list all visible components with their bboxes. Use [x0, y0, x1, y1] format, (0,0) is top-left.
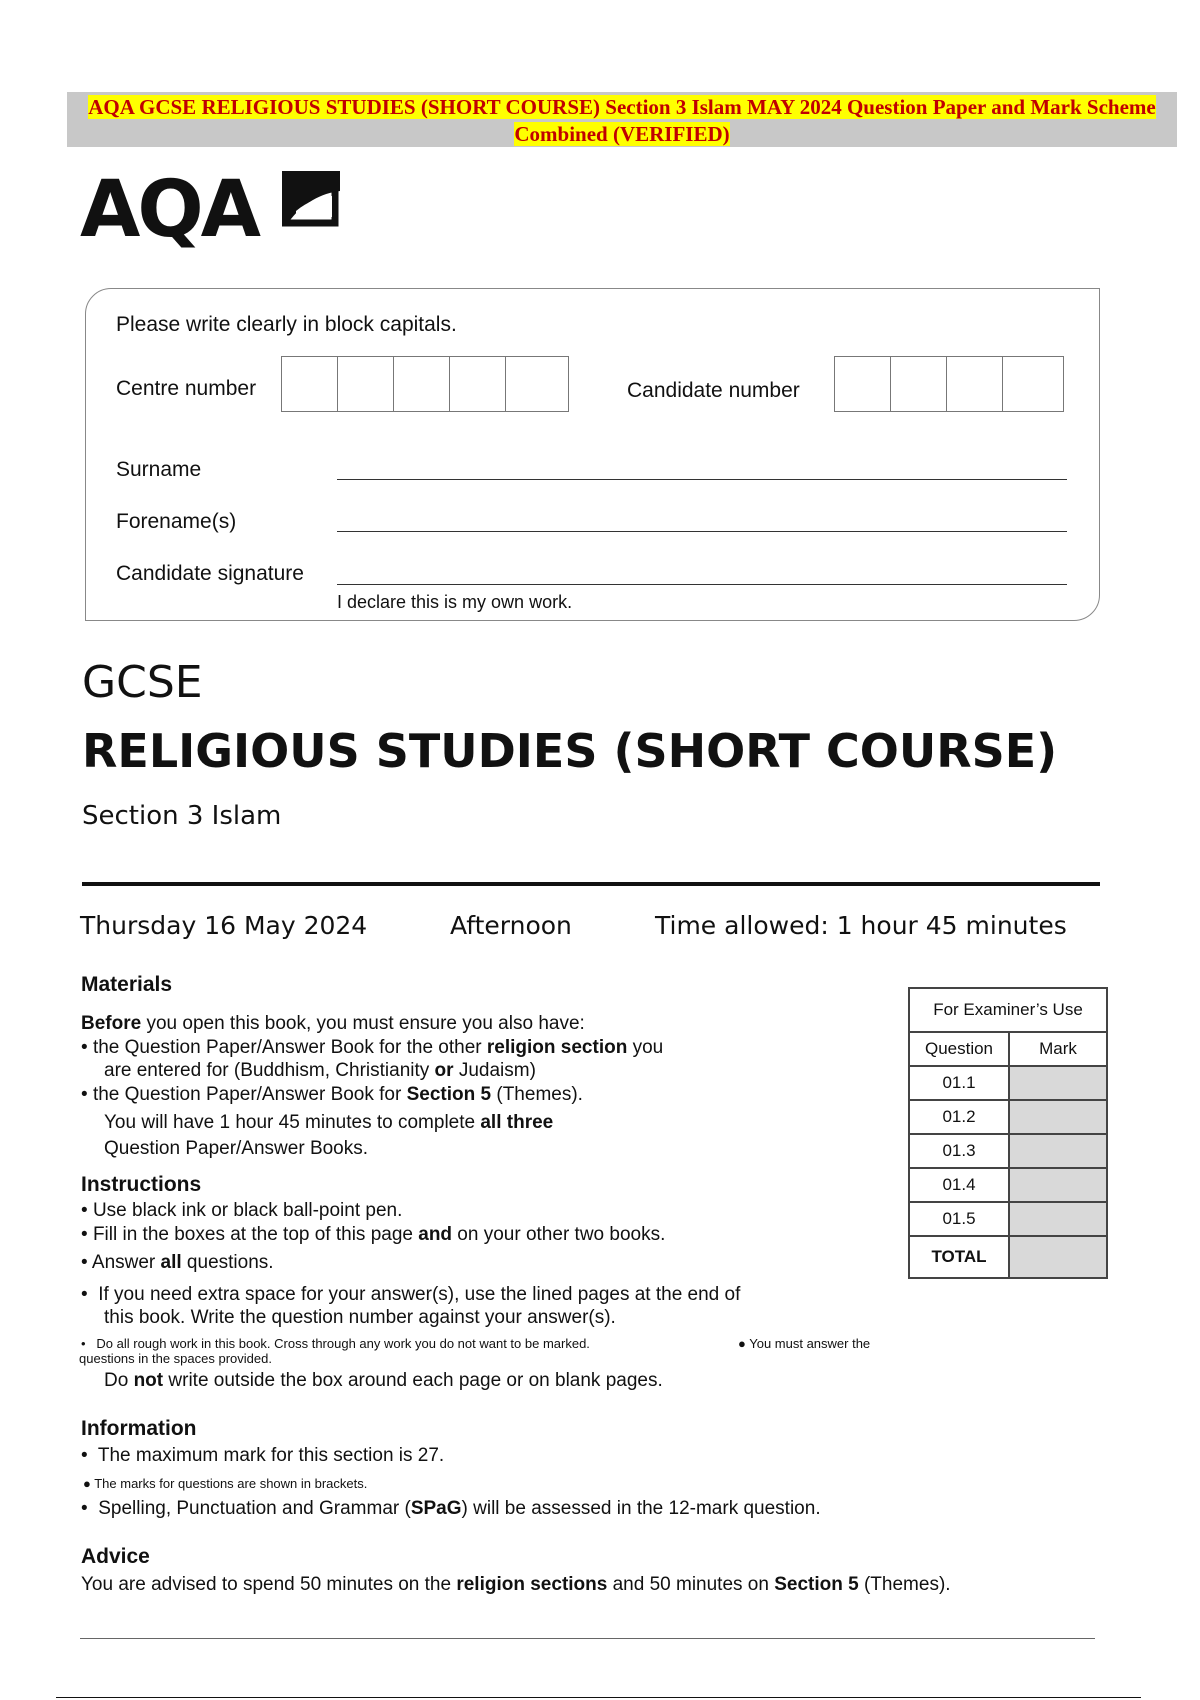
candidate-number-box[interactable]: [891, 357, 947, 411]
materials-bullet-2: • the Question Paper/Answer Book for Section 5 (Themes).: [81, 1084, 583, 1105]
instruction-1: • Use black ink or black ball-point pen.: [81, 1200, 403, 1221]
centre-number-box[interactable]: [338, 357, 394, 411]
question-number: 01.1: [909, 1066, 1009, 1100]
exam-date: Thursday 16 May 2024: [80, 911, 368, 940]
candidate-number-box[interactable]: [947, 357, 1003, 411]
section-title: Section 3 Islam: [82, 801, 282, 831]
question-number: 01.4: [909, 1168, 1009, 1202]
information-1: • The maximum mark for this section is 27.: [81, 1445, 445, 1466]
advice-text: You are advised to spend 50 minutes on the religion sections and 50 minutes on Section 5 (Themes).: [81, 1574, 951, 1595]
instruction-5b: ● You must answer the: [738, 1336, 871, 1351]
declaration-text: I declare this is my own work.: [337, 592, 573, 612]
instruction-4-cont: this book. Write the question number against your answer(s).: [104, 1307, 616, 1328]
instruction-2: • Fill in the boxes at the top of this page and on your other two books.: [81, 1224, 666, 1245]
instructions-heading: Instructions: [81, 1173, 202, 1196]
mark-cell[interactable]: [1009, 1168, 1107, 1202]
mark-cell[interactable]: [1009, 1202, 1107, 1236]
information-2: ● The marks for questions are shown in brackets.: [83, 1476, 368, 1491]
centre-number-box[interactable]: [282, 357, 338, 411]
question-number: 01.5: [909, 1202, 1009, 1236]
examiner-table-title: For Examiner’s Use: [909, 988, 1107, 1032]
forenames-line[interactable]: [337, 531, 1067, 532]
centre-number-box[interactable]: [394, 357, 450, 411]
instruction-3: • Answer all questions.: [81, 1252, 274, 1273]
instruction-6: Do not write outside the box around each page or on blank pages.: [104, 1370, 663, 1391]
mark-cell[interactable]: [1009, 1134, 1107, 1168]
footer-divider: [80, 1638, 1095, 1639]
block-capitals-instruction: Please write clearly in block capitals.: [116, 313, 457, 336]
total-label: TOTAL: [909, 1236, 1009, 1278]
time-allowed: Time allowed: 1 hour 45 minutes: [655, 911, 1067, 940]
centre-number-box[interactable]: [506, 357, 562, 411]
candidate-number-boxes[interactable]: [834, 356, 1064, 412]
mark-cell[interactable]: [1009, 1066, 1107, 1100]
instruction-5-cont: questions in the spaces provided.: [79, 1351, 272, 1366]
materials-note-cont: Question Paper/Answer Books.: [104, 1138, 369, 1159]
signature-label: Candidate signature: [116, 562, 304, 585]
information-3: • Spelling, Punctuation and Grammar (SPaG) will be assessed in the 12-mark question.: [81, 1498, 821, 1519]
centre-number-label: Centre number: [116, 377, 257, 400]
surname-line[interactable]: [337, 479, 1067, 480]
candidate-number-box[interactable]: [835, 357, 891, 411]
forenames-label: Forename(s): [116, 510, 237, 533]
question-number: 01.2: [909, 1100, 1009, 1134]
mark-cell[interactable]: [1009, 1100, 1107, 1134]
title-divider: [82, 882, 1100, 886]
advice-heading: Advice: [81, 1545, 150, 1568]
examiner-use-table: [908, 987, 1108, 1279]
question-number: 01.3: [909, 1134, 1009, 1168]
aqa-logo: [80, 165, 360, 265]
materials-bullet-1-cont: are entered for (Buddhism, Christianity or Judaism): [104, 1060, 536, 1081]
centre-number-boxes[interactable]: [281, 356, 569, 412]
signature-line[interactable]: [337, 584, 1067, 585]
mark-column-header: Mark: [1009, 1032, 1107, 1066]
total-mark-cell[interactable]: [1009, 1236, 1107, 1278]
materials-note: You will have 1 hour 45 minutes to complete all three: [104, 1112, 554, 1133]
instruction-4: • If you need extra space for your answer(s), use the lined pages at the end of: [81, 1284, 741, 1305]
question-column-header: Question: [909, 1032, 1009, 1066]
aqa-logo-text: AQA: [80, 165, 259, 255]
information-heading: Information: [81, 1417, 197, 1440]
banner-title: AQA GCSE RELIGIOUS STUDIES (SHORT COURSE) Section 3 Islam MAY 2024 Question Paper and Mark Scheme Combined (VERIFIED): [88, 95, 1156, 146]
candidate-number-label: Candidate number: [627, 379, 800, 402]
materials-bullet-1: • the Question Paper/Answer Book for the other religion section you: [81, 1037, 664, 1058]
qualification-title: GCSE: [82, 657, 203, 708]
centre-number-box[interactable]: [450, 357, 506, 411]
materials-heading: Materials: [81, 973, 173, 996]
aqa-logo-mark-icon: [282, 171, 340, 229]
surname-label: Surname: [116, 458, 202, 481]
materials-before: Before you open this book, you must ensure you also have:: [81, 1013, 585, 1034]
candidate-number-box[interactable]: [1003, 357, 1059, 411]
instruction-5: • Do all rough work in this book. Cross through any work you do not want to be marked.: [81, 1336, 590, 1351]
subject-title: RELIGIOUS STUDIES (SHORT COURSE): [82, 724, 1058, 778]
exam-session: Afternoon: [450, 911, 572, 940]
page-bottom-rule: [56, 1697, 1141, 1698]
